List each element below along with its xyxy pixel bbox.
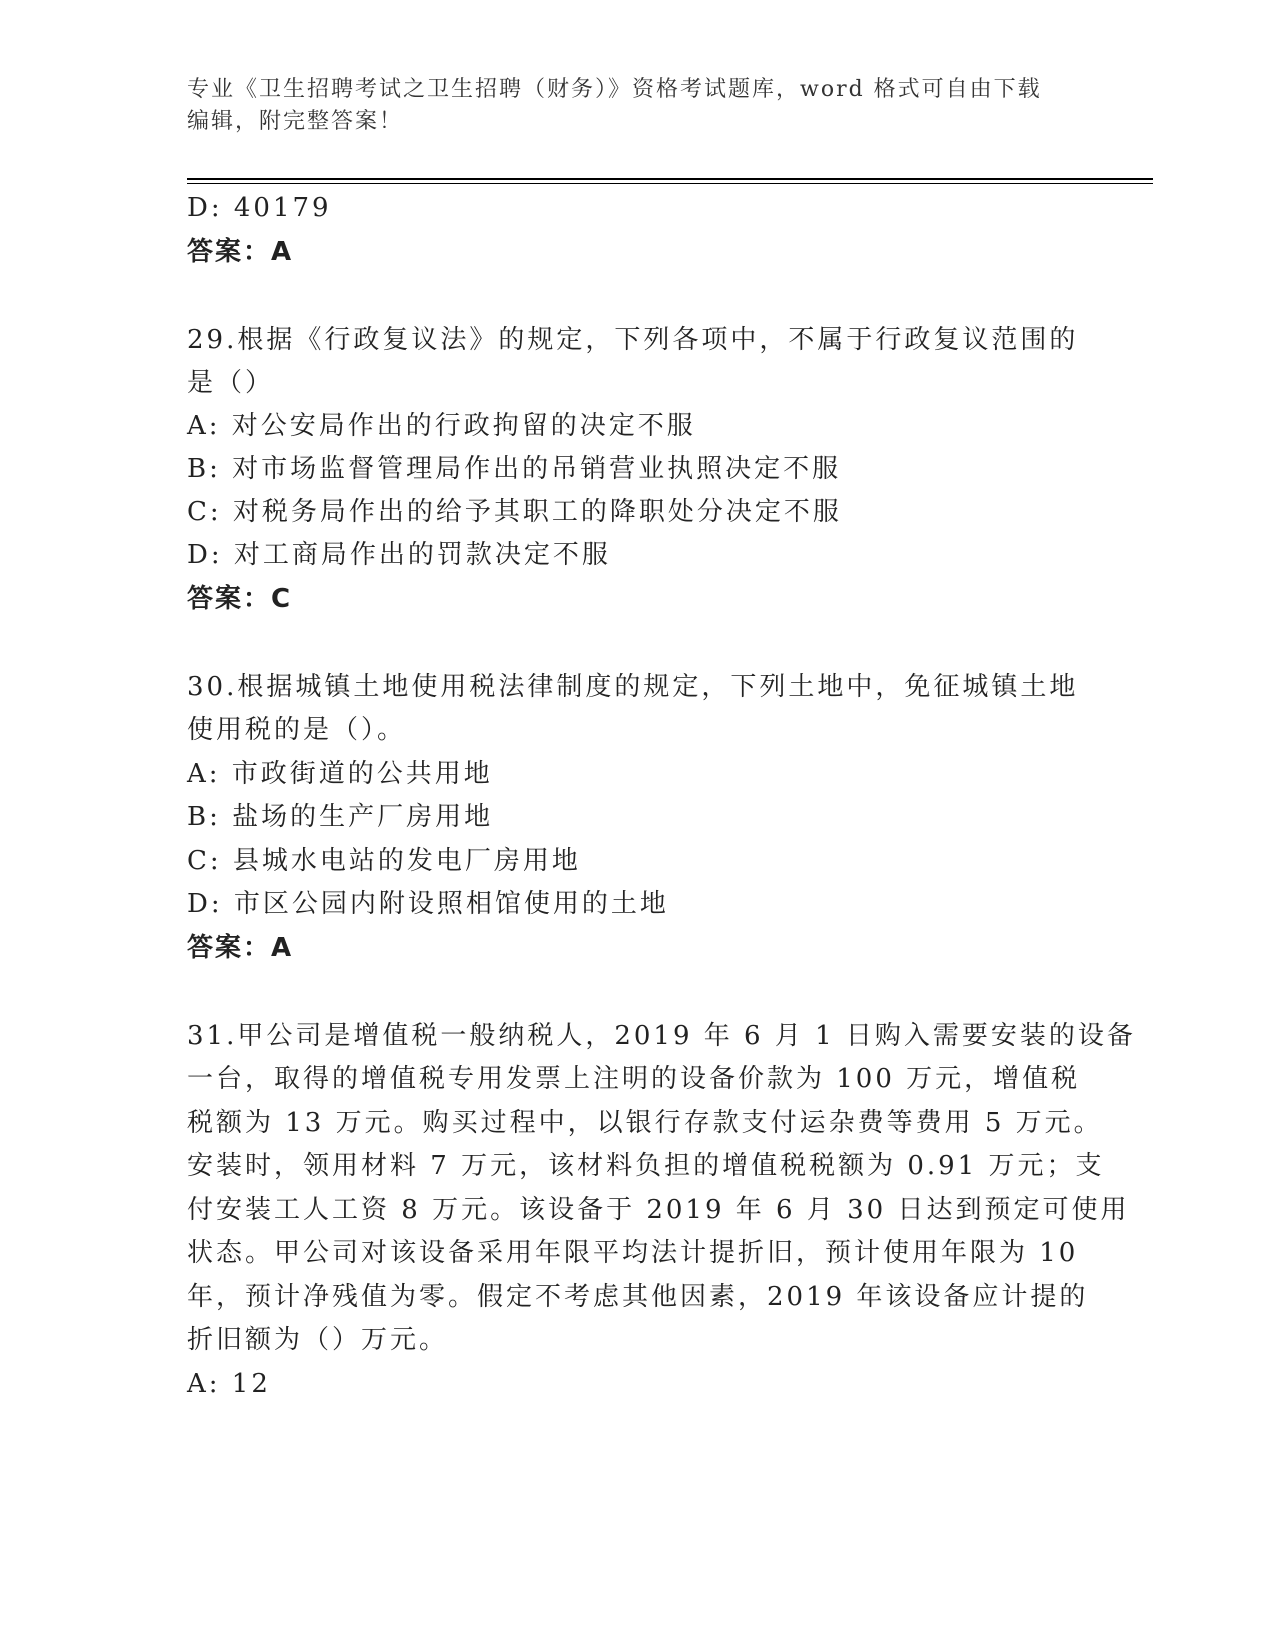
q31-stem-line-5: 付安装工人工资 8 万元。该设备于 2019 年 6 月 30 日达到预定可使用	[187, 1195, 1130, 1225]
q29-option-d: D: 对工商局作出的罚款决定不服	[187, 540, 611, 570]
q29-stem-line-1: 29.根据《行政复议法》的规定，下列各项中，不属于行政复议范围的	[187, 325, 1079, 355]
q30-option-a: A: 市政街道的公共用地	[187, 759, 493, 789]
q29-stem-line-2: 是（）	[187, 368, 275, 398]
q31-option-a: A: 12	[187, 1369, 271, 1399]
header-divider-thick	[187, 178, 1153, 180]
prev-answer: 答案：A	[187, 237, 294, 267]
prev-option-d: D: 40179	[187, 193, 332, 223]
q31-stem-line-6: 状态。甲公司对该设备采用年限平均法计提折旧，预计使用年限为 10	[187, 1238, 1079, 1268]
q31-stem-line-2: 一台，取得的增值税专用发票上注明的设备价款为 100 万元，增值税	[187, 1064, 1081, 1094]
q31-stem-line-4: 安装时，领用材料 7 万元，该材料负担的增值税税额为 0.91 万元；支	[187, 1151, 1105, 1181]
header-divider-thin	[187, 183, 1153, 184]
header-line-1: 专业《卫生招聘考试之卫生招聘（财务）》资格考试题库，word 格式可自由下载	[187, 77, 1042, 102]
q30-option-d: D: 市区公园内附设照相馆使用的土地	[187, 889, 669, 919]
q30-answer: 答案：A	[187, 933, 294, 963]
header-line-2: 编辑，附完整答案！	[187, 109, 404, 134]
q31-stem-line-8: 折旧额为（）万元。	[187, 1325, 449, 1355]
page-header	[187, 74, 1067, 138]
q30-option-b: B: 盐场的生产厂房用地	[187, 802, 494, 832]
q31-stem-line-1: 31.甲公司是增值税一般纳税人，2019 年 6 月 1 日购入需要安装的设备	[187, 1021, 1136, 1051]
q31-stem-line-3: 税额为 13 万元。购买过程中，以银行存款支付运杂费等费用 5 万元。	[187, 1108, 1103, 1138]
q30-stem-line-1: 30.根据城镇土地使用税法律制度的规定，下列土地中，免征城镇土地	[187, 672, 1079, 702]
q29-option-a: A: 对公安局作出的行政拘留的决定不服	[187, 411, 696, 441]
q30-option-c: C: 县城水电站的发电厂房用地	[187, 846, 581, 876]
q29-option-b: B: 对市场监督管理局作出的吊销营业执照决定不服	[187, 454, 842, 484]
q31-stem-line-7: 年，预计净残值为零。假定不考虑其他因素，2019 年该设备应计提的	[187, 1282, 1089, 1312]
q29-answer: 答案：C	[187, 584, 293, 614]
q30-stem-line-2: 使用税的是（）。	[187, 715, 407, 745]
q29-option-c: C: 对税务局作出的给予其职工的降职处分决定不服	[187, 497, 842, 527]
